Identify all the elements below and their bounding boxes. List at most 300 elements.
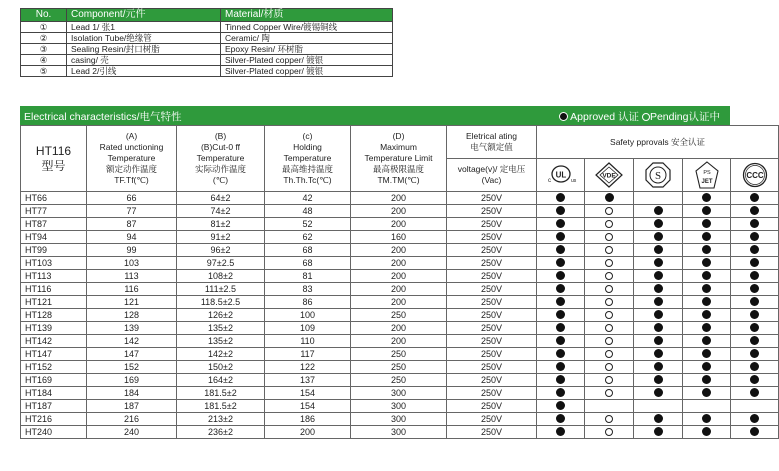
ul-approval-cell [537, 426, 585, 439]
approved-dot-icon [750, 193, 759, 202]
component-header-row [21, 9, 393, 22]
electrical-row [21, 387, 779, 400]
approved-dot-icon [702, 206, 711, 215]
s-mark-approval-cell [634, 218, 683, 231]
vde-cert-cell [585, 159, 634, 192]
electrical-row [21, 335, 779, 348]
vde-approval-cell [585, 283, 634, 296]
electrical-row [21, 192, 779, 205]
holding-header-line: Th.Th.Tc(℃) [283, 175, 332, 185]
electrical-row [21, 218, 779, 231]
approved-dot-icon [654, 375, 663, 384]
s-mark-approval-cell [634, 244, 683, 257]
component-material: Epoxy Resin/ 环树脂 [221, 44, 393, 55]
max-header-line: TM.TM(℃) [377, 175, 420, 185]
vde-approval-cell [585, 257, 634, 270]
approved-legend-dot-icon [559, 112, 568, 121]
component-no: ④ [21, 55, 67, 66]
approved-dot-icon [750, 414, 759, 423]
vde-approval-cell [585, 270, 634, 283]
voltage-cell: 250V [447, 257, 537, 270]
rated-temp-cell: 240 [87, 426, 177, 439]
rated-temp-cell: 152 [87, 361, 177, 374]
component-name: Lead 1/ 张1 [67, 22, 221, 33]
approved-dot-icon [702, 193, 711, 202]
approved-dot-icon [702, 349, 711, 358]
approved-dot-icon [556, 427, 565, 436]
ccc-approval-cell [731, 283, 779, 296]
max-temp-cell: 300 [351, 400, 447, 413]
approved-dot-icon [702, 362, 711, 371]
s-mark-approval-cell [634, 270, 683, 283]
ccc-approval-cell [731, 348, 779, 361]
model-cell: HT116 [21, 283, 87, 296]
rated-temp-cell: 128 [87, 309, 177, 322]
s-mark-approval-cell [634, 335, 683, 348]
approved-dot-icon [702, 284, 711, 293]
model-cell: HT121 [21, 296, 87, 309]
component-no: ③ [21, 44, 67, 55]
pending-dot-icon [605, 220, 613, 228]
ul-approval-cell [537, 309, 585, 322]
electrical-row [21, 400, 779, 413]
max-header-line: 最高极限温度 [372, 164, 424, 174]
rated-temp-cell: 216 [87, 413, 177, 426]
cutoff-temp-cell: 164±2 [177, 374, 265, 387]
ccc-approval-cell [731, 374, 779, 387]
model-cell: HT128 [21, 309, 87, 322]
model-cell: HT99 [21, 244, 87, 257]
svg-text:PS: PS [702, 170, 711, 176]
approved-dot-icon [556, 401, 565, 410]
model-cell: HT77 [21, 205, 87, 218]
rated-header [87, 126, 177, 192]
rated-temp-cell: 99 [87, 244, 177, 257]
cutoff-temp-cell: 142±2 [177, 348, 265, 361]
holding-temp-cell: 110 [265, 335, 351, 348]
voltage-cell: 250V [447, 413, 537, 426]
component-row [21, 44, 393, 55]
holding-temp-cell: 109 [265, 322, 351, 335]
max-temp-cell: 300 [351, 413, 447, 426]
electrical-title: Electrical characteristics/电气特性 [24, 111, 182, 123]
voltage-header-line: Eletrical ating [465, 131, 518, 141]
cutoff-temp-cell: 135±2 [177, 335, 265, 348]
approved-dot-icon [750, 362, 759, 371]
holding-header-line: 最高维持温度 [281, 164, 333, 174]
voltage-cell: 250V [447, 283, 537, 296]
rated-temp-cell: 142 [87, 335, 177, 348]
max-header [351, 126, 447, 192]
approved-dot-icon [750, 375, 759, 384]
cutoff-temp-cell: 213±2 [177, 413, 265, 426]
voltage-cell: 250V [447, 400, 537, 413]
svg-text:CCC: CCC [745, 171, 764, 180]
approved-dot-icon [702, 388, 711, 397]
approved-dot-icon [556, 375, 565, 384]
approved-dot-icon [750, 427, 759, 436]
pse-jet-approval-cell [683, 257, 731, 270]
max-header-line: (D) [392, 131, 405, 141]
svg-text:UL: UL [555, 170, 566, 180]
approved-dot-icon [702, 336, 711, 345]
model-header-en: HT116 [35, 143, 72, 158]
rated-header-line: (A) [125, 131, 138, 141]
ccc-approval-cell [731, 231, 779, 244]
holding-temp-cell: 154 [265, 387, 351, 400]
rated-temp-cell: 116 [87, 283, 177, 296]
approved-dot-icon [750, 258, 759, 267]
ul-approval-cell [537, 244, 585, 257]
ccc-approval-cell [731, 244, 779, 257]
s-mark-approval-cell [634, 322, 683, 335]
ul-approval-cell [537, 374, 585, 387]
holding-temp-cell: 48 [265, 205, 351, 218]
ccc-approval-cell [731, 296, 779, 309]
approved-dot-icon [702, 219, 711, 228]
electrical-row [21, 296, 779, 309]
component-table [20, 8, 393, 77]
max-temp-cell: 250 [351, 348, 447, 361]
svg-text:JET: JET [700, 179, 713, 185]
approved-dot-icon [750, 336, 759, 345]
pending-dot-icon [605, 272, 613, 280]
voltage-cell: 250V [447, 218, 537, 231]
ccc-cert-icon [742, 162, 768, 188]
ccc-approval-cell [731, 413, 779, 426]
ccc-approval-cell [731, 205, 779, 218]
cutoff-temp-cell: 96±2 [177, 244, 265, 257]
electrical-row [21, 283, 779, 296]
s-mark-approval-cell [634, 374, 683, 387]
ccc-approval-cell [731, 218, 779, 231]
pse-jet-approval-cell [683, 309, 731, 322]
model-cell: HT87 [21, 218, 87, 231]
svg-text:us: us [570, 178, 576, 184]
voltage-cell: 250V [447, 270, 537, 283]
approved-dot-icon [702, 414, 711, 423]
voltage-cell: 250V [447, 322, 537, 335]
pending-dot-icon [605, 324, 613, 332]
vde-approval-cell [585, 426, 634, 439]
approved-dot-icon [750, 271, 759, 280]
approved-dot-icon [556, 193, 565, 202]
approved-dot-icon [556, 310, 565, 319]
approved-dot-icon [654, 349, 663, 358]
approved-dot-icon [702, 375, 711, 384]
electrical-row [21, 374, 779, 387]
model-cell: HT142 [21, 335, 87, 348]
component-no: ① [21, 22, 67, 33]
ccc-approval-cell [731, 426, 779, 439]
max-temp-cell: 200 [351, 192, 447, 205]
holding-temp-cell: 68 [265, 244, 351, 257]
s-mark-approval-cell [634, 192, 683, 205]
voltage-cell: 250V [447, 374, 537, 387]
electrical-row [21, 270, 779, 283]
pse-jet-approval-cell [683, 218, 731, 231]
rated-temp-cell: 121 [87, 296, 177, 309]
approved-dot-icon [702, 271, 711, 280]
voltage-cell: 250V [447, 335, 537, 348]
ul-cert-cell [537, 159, 585, 192]
vde-approval-cell [585, 374, 634, 387]
ul-approval-cell [537, 270, 585, 283]
cutoff-temp-cell: 118.5±2.5 [177, 296, 265, 309]
vde-approval-cell [585, 387, 634, 400]
max-temp-cell: 200 [351, 257, 447, 270]
electrical-row [21, 257, 779, 270]
electrical-row [21, 322, 779, 335]
voltage-cell: 250V [447, 309, 537, 322]
ccc-approval-cell [731, 335, 779, 348]
max-header-line: Maximum [380, 142, 417, 152]
voltage-header-line: 电气额定值 [470, 142, 513, 152]
component-header-component: Component/元件 [67, 9, 221, 22]
holding-temp-cell: 186 [265, 413, 351, 426]
max-temp-cell: 200 [351, 296, 447, 309]
model-cell: HT152 [21, 361, 87, 374]
vde-approval-cell [585, 192, 634, 205]
cutoff-temp-cell: 74±2 [177, 205, 265, 218]
s-mark-approval-cell [634, 387, 683, 400]
approved-dot-icon [654, 232, 663, 241]
max-temp-cell: 200 [351, 244, 447, 257]
approved-dot-icon [750, 206, 759, 215]
ccc-approval-cell [731, 257, 779, 270]
pse-jet-approval-cell [683, 426, 731, 439]
approved-dot-icon [556, 414, 565, 423]
component-row [21, 33, 393, 44]
electrical-row [21, 244, 779, 257]
cutoff-temp-cell: 97±2.5 [177, 257, 265, 270]
voltage-cell: 250V [447, 348, 537, 361]
ul-approval-cell [537, 218, 585, 231]
pending-legend-label: Pending认证中 [649, 111, 720, 123]
cutoff-temp-cell: 91±2 [177, 231, 265, 244]
holding-temp-cell: 68 [265, 257, 351, 270]
rated-header-line: Temperature [107, 153, 156, 163]
pending-dot-icon [605, 233, 613, 241]
cutoff-header-line: (℃) [212, 175, 229, 185]
electrical-row [21, 205, 779, 218]
voltage-cell: 250V [447, 296, 537, 309]
rated-temp-cell: 113 [87, 270, 177, 283]
pending-dot-icon [605, 415, 613, 423]
pse-jet-approval-cell [683, 270, 731, 283]
pse-jet-cert-cell [683, 159, 731, 192]
rated-header-line: 额定动作温度 [105, 164, 157, 174]
approved-dot-icon [654, 388, 663, 397]
component-row [21, 66, 393, 77]
pse-jet-approval-cell [683, 335, 731, 348]
component-no: ⑤ [21, 66, 67, 77]
ccc-approval-cell [731, 309, 779, 322]
pse-jet-cert-icon [695, 161, 719, 189]
pending-dot-icon [605, 311, 613, 319]
model-cell: HT139 [21, 322, 87, 335]
pending-dot-icon [605, 363, 613, 371]
component-no: ② [21, 33, 67, 44]
holding-temp-cell: 122 [265, 361, 351, 374]
component-header-no: No. [21, 9, 67, 22]
approved-dot-icon [556, 284, 565, 293]
model-cell: HT66 [21, 192, 87, 205]
voltage-header-bottom [447, 159, 537, 192]
holding-header-line: (c) [302, 131, 313, 141]
s-mark-approval-cell [634, 257, 683, 270]
rated-temp-cell: 94 [87, 231, 177, 244]
rated-temp-cell: 139 [87, 322, 177, 335]
holding-temp-cell: 86 [265, 296, 351, 309]
electrical-row [21, 348, 779, 361]
holding-temp-cell: 52 [265, 218, 351, 231]
s-mark-approval-cell [634, 283, 683, 296]
ccc-approval-cell [731, 400, 779, 413]
approved-dot-icon [654, 336, 663, 345]
approved-dot-icon [605, 193, 614, 202]
ul-cert-icon [542, 163, 580, 187]
cutoff-temp-cell: 108±2 [177, 270, 265, 283]
holding-temp-cell: 81 [265, 270, 351, 283]
ccc-approval-cell [731, 270, 779, 283]
rated-header-line: Rated unctioning [99, 142, 164, 152]
component-row [21, 22, 393, 33]
model-header [21, 126, 87, 192]
approved-dot-icon [556, 232, 565, 241]
component-name: Isolation Tube/绝缘管 [67, 33, 221, 44]
vde-approval-cell [585, 218, 634, 231]
component-material: Ceramic/ 陶 [221, 33, 393, 44]
approved-dot-icon [654, 258, 663, 267]
component-material: Silver-Plated copper/ 镀银 [221, 66, 393, 77]
approved-dot-icon [556, 388, 565, 397]
cutoff-temp-cell: 181.5±2 [177, 400, 265, 413]
vde-approval-cell [585, 400, 634, 413]
vde-approval-cell [585, 361, 634, 374]
max-temp-cell: 200 [351, 283, 447, 296]
model-cell: HT187 [21, 400, 87, 413]
holding-temp-cell: 137 [265, 374, 351, 387]
vde-approval-cell [585, 322, 634, 335]
component-name: casing/ 壳 [67, 55, 221, 66]
voltage-cell: 250V [447, 387, 537, 400]
cutoff-temp-cell: 135±2 [177, 322, 265, 335]
ccc-approval-cell [731, 322, 779, 335]
model-cell: HT103 [21, 257, 87, 270]
pse-jet-approval-cell [683, 374, 731, 387]
approved-dot-icon [654, 206, 663, 215]
rated-header-line: TF.Tf(℃) [114, 175, 149, 185]
approved-dot-icon [750, 310, 759, 319]
cutoff-temp-cell: 81±2 [177, 218, 265, 231]
approved-dot-icon [750, 284, 759, 293]
cutoff-temp-cell: 126±2 [177, 309, 265, 322]
ul-approval-cell [537, 257, 585, 270]
approved-dot-icon [654, 427, 663, 436]
pending-dot-icon [605, 259, 613, 267]
ccc-approval-cell [731, 192, 779, 205]
vde-approval-cell [585, 335, 634, 348]
model-cell: HT113 [21, 270, 87, 283]
ul-approval-cell [537, 322, 585, 335]
approved-dot-icon [556, 206, 565, 215]
electrical-header-row-1 [21, 126, 779, 159]
approved-dot-icon [556, 219, 565, 228]
voltage-cell: 250V [447, 192, 537, 205]
vde-approval-cell [585, 231, 634, 244]
vde-approval-cell [585, 348, 634, 361]
holding-header-line: Holding [293, 142, 322, 152]
ccc-approval-cell [731, 361, 779, 374]
svg-text:c: c [547, 178, 551, 184]
holding-temp-cell: 200 [265, 426, 351, 439]
holding-temp-cell: 100 [265, 309, 351, 322]
holding-header [265, 126, 351, 192]
max-temp-cell: 250 [351, 309, 447, 322]
rated-temp-cell: 147 [87, 348, 177, 361]
s-mark-cert-icon [645, 162, 671, 188]
model-cell: HT169 [21, 374, 87, 387]
approved-dot-icon [702, 245, 711, 254]
ul-approval-cell [537, 205, 585, 218]
svg-text:S: S [654, 170, 662, 182]
approved-dot-icon [556, 323, 565, 332]
component-name: Sealing Resin/封口树脂 [67, 44, 221, 55]
max-temp-cell: 200 [351, 335, 447, 348]
approved-dot-icon [654, 362, 663, 371]
max-temp-cell: 200 [351, 218, 447, 231]
ul-approval-cell [537, 400, 585, 413]
pse-jet-approval-cell [683, 192, 731, 205]
approved-dot-icon [750, 297, 759, 306]
max-temp-cell: 160 [351, 231, 447, 244]
pending-dot-icon [605, 246, 613, 254]
electrical-table [20, 125, 779, 439]
approved-dot-icon [654, 245, 663, 254]
s-mark-approval-cell [634, 400, 683, 413]
pse-jet-approval-cell [683, 400, 731, 413]
electrical-row [21, 309, 779, 322]
s-mark-approval-cell [634, 361, 683, 374]
approved-dot-icon [702, 427, 711, 436]
electrical-row [21, 361, 779, 374]
model-cell: HT216 [21, 413, 87, 426]
vde-approval-cell [585, 244, 634, 257]
voltage-cell: 250V [447, 231, 537, 244]
voltage-cell: 250V [447, 426, 537, 439]
approved-dot-icon [750, 388, 759, 397]
pending-dot-icon [605, 298, 613, 306]
pending-dot-icon [605, 207, 613, 215]
voltage-header-line: (Vac) [481, 175, 502, 185]
cutoff-temp-cell: 236±2 [177, 426, 265, 439]
rated-temp-cell: 77 [87, 205, 177, 218]
ul-approval-cell [537, 283, 585, 296]
model-cell: HT240 [21, 426, 87, 439]
component-material: Silver-Plated copper/ 镀银 [221, 55, 393, 66]
vde-approval-cell [585, 205, 634, 218]
cutoff-temp-cell: 111±2.5 [177, 283, 265, 296]
max-header-line: Temperature Limit [364, 153, 433, 163]
approved-dot-icon [702, 323, 711, 332]
holding-temp-cell: 42 [265, 192, 351, 205]
cutoff-temp-cell: 150±2 [177, 361, 265, 374]
approved-dot-icon [654, 310, 663, 319]
approved-dot-icon [556, 271, 565, 280]
pse-jet-approval-cell [683, 231, 731, 244]
max-temp-cell: 300 [351, 387, 447, 400]
